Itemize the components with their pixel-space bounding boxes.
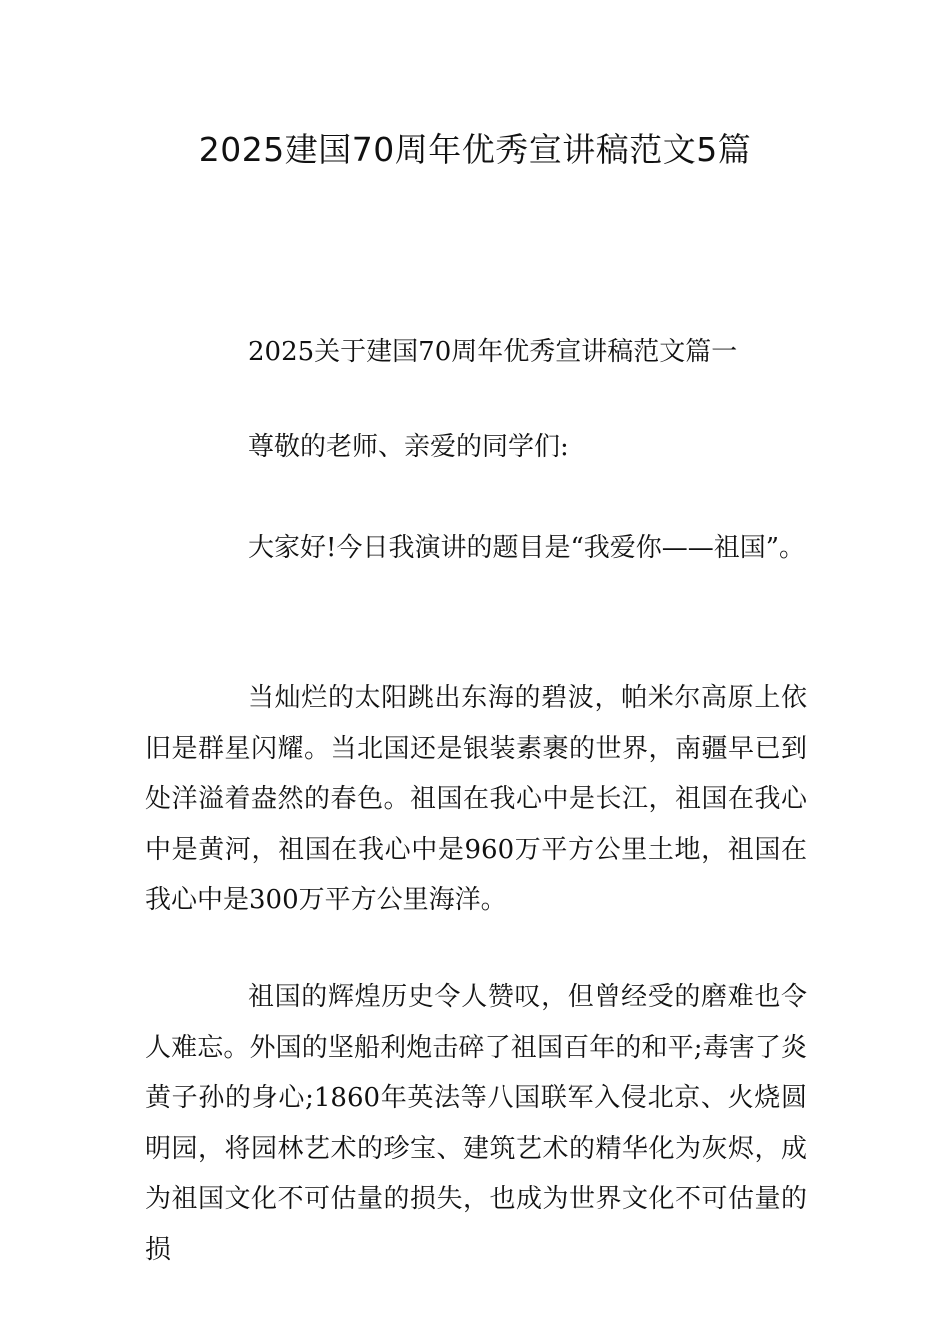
paragraph-1: 当灿烂的太阳跳出东海的碧波，帕米尔高原上依旧是群星闪耀。当北国还是银装素裹的世界，南疆早已到处洋溢着盎然的春色。祖国在我心中是长江，祖国在我心中是黄河，祖国在我心中是960万平方公里土地，祖国在我心中是300万平方公里海洋。 [145,683,807,915]
document-title: 2025建国70周年优秀宣讲稿范文5篇 [198,130,752,169]
paragraph-2: 祖国的辉煌历史令人赞叹，但曾经受的磨难也令人难忘。外国的坚船利炮击碎了祖国百年的和平;毒害了炎黄子孙的身心;1860年英法等八国联军入侵北京、火烧圆明园，将园林艺术的珍宝、建筑艺术的精华化为灰烬，成为祖国文化不可估量的损失，也成为世界文化不可估量的损 [145,982,807,1265]
section-heading: 2025关于建国70周年优秀宣讲稿范文篇一 [248,337,738,367]
salutation: 尊敬的老师、亲爱的同学们: [248,432,569,462]
greeting: 大家好!今日我演讲的题目是“我爱你——祖国”。 [248,533,806,563]
